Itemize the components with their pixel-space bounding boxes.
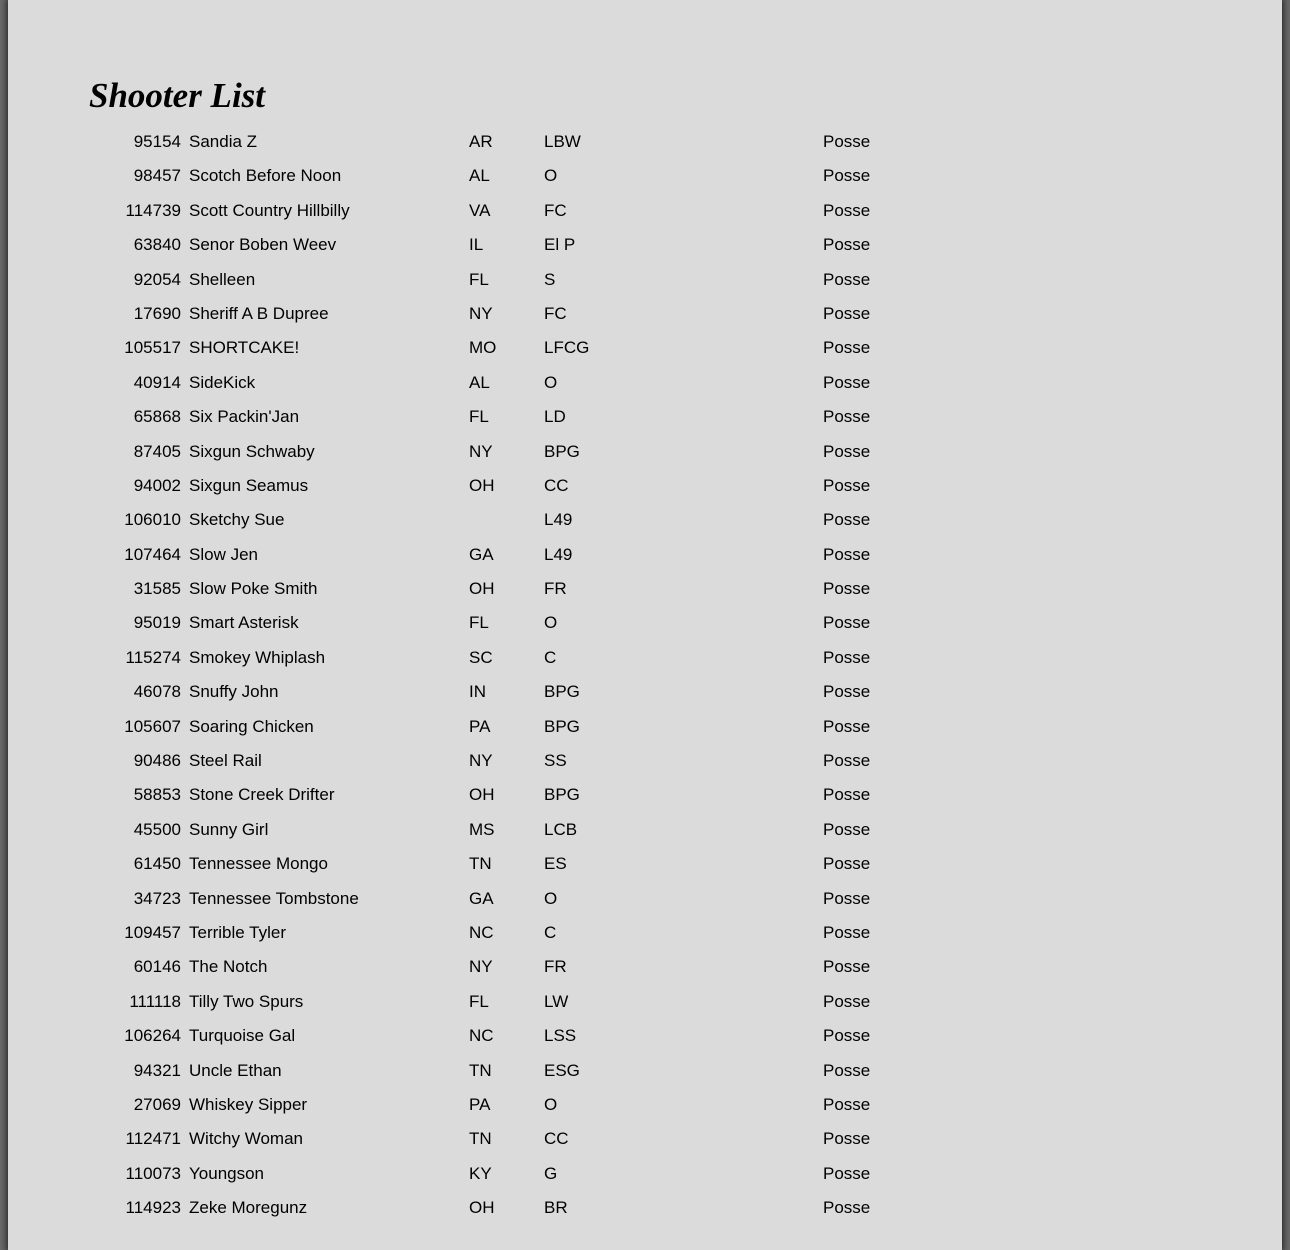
list-item <box>8 366 1282 400</box>
list-item <box>8 194 1282 228</box>
shooter-id: 111118 <box>129 991 181 1011</box>
shooter-name: Uncle Ethan <box>189 1060 282 1080</box>
shooter-state: TN <box>469 1129 492 1149</box>
shooter-state: VA <box>469 200 491 220</box>
shooter-id: 63840 <box>133 235 181 255</box>
shooter-posse: Posse <box>823 1026 871 1046</box>
shooter-id: 45500 <box>133 819 181 839</box>
shooter-state: NC <box>469 1026 494 1046</box>
list-item <box>8 847 1282 881</box>
shooter-id: 17690 <box>133 303 181 323</box>
shooter-posse: Posse <box>823 922 871 942</box>
shooter-state: SC <box>469 647 493 667</box>
shooter-name: Sixgun Schwaby <box>189 441 315 461</box>
shooter-category: G <box>544 1163 558 1183</box>
shooter-category: C <box>544 647 557 667</box>
shooter-category: LD <box>544 407 566 427</box>
shooter-id: 105517 <box>124 338 181 358</box>
shooter-category: FR <box>544 579 567 599</box>
shooter-id: 94321 <box>133 1060 181 1080</box>
shooter-id: 92054 <box>133 269 181 289</box>
shooter-category: LCB <box>544 819 578 839</box>
shooter-category: BPG <box>544 785 580 805</box>
shooter-posse: Posse <box>823 544 871 564</box>
shooter-category: O <box>544 166 558 186</box>
list-item <box>8 125 1282 159</box>
list-item <box>8 813 1282 847</box>
shooter-name: Shelleen <box>189 269 256 289</box>
shooter-id: 114739 <box>125 200 181 220</box>
list-item <box>8 1019 1282 1053</box>
shooter-id: 107464 <box>124 544 181 564</box>
shooter-posse: Posse <box>823 1129 871 1149</box>
shooter-name: Soaring Chicken <box>189 716 314 736</box>
shooter-id: 60146 <box>133 957 181 977</box>
shooter-name: Sunny Girl <box>189 819 269 839</box>
shooter-state: FL <box>469 991 489 1011</box>
shooter-posse: Posse <box>823 166 871 186</box>
shooter-name: Six Packin'Jan <box>189 407 300 427</box>
shooter-category: FC <box>544 303 567 323</box>
shooter-id: 61450 <box>133 854 181 874</box>
shooter-id: 58853 <box>133 785 181 805</box>
shooter-category: CC <box>544 475 569 495</box>
list-item <box>8 916 1282 950</box>
shooter-name: Witchy Woman <box>189 1129 303 1149</box>
shooter-posse: Posse <box>823 200 871 220</box>
shooter-posse: Posse <box>823 407 871 427</box>
shooter-posse: Posse <box>823 991 871 1011</box>
list-item <box>8 435 1282 469</box>
shooter-name: Slow Poke Smith <box>189 579 318 599</box>
shooter-category: O <box>544 1094 558 1114</box>
shooter-name: Turquoise Gal <box>189 1026 296 1046</box>
shooter-posse: Posse <box>823 303 871 323</box>
shooter-posse: Posse <box>823 854 871 874</box>
shooter-id: 90486 <box>133 751 181 771</box>
shooter-category: LFCG <box>544 338 590 358</box>
shooter-name: Zeke Moregunz <box>189 1198 308 1218</box>
shooter-posse: Posse <box>823 132 871 151</box>
shooter-id: 112471 <box>125 1129 181 1149</box>
shooter-category: SS <box>544 751 567 771</box>
list-item <box>8 950 1282 984</box>
shooter-id: 115274 <box>125 647 181 667</box>
shooter-posse: Posse <box>823 957 871 977</box>
shooter-category: C <box>544 922 557 942</box>
list-item <box>8 1088 1282 1122</box>
shooter-id: 98457 <box>133 166 181 186</box>
list-item <box>8 606 1282 640</box>
shooter-state: NY <box>469 957 493 977</box>
shooter-name: Stone Creek Drifter <box>189 785 335 805</box>
shooter-state: FL <box>469 269 489 289</box>
shooter-name: Whiskey Sipper <box>189 1094 308 1114</box>
shooter-category: O <box>544 613 558 633</box>
shooter-posse: Posse <box>823 579 871 599</box>
shooter-state: IN <box>469 682 486 702</box>
list-item <box>8 331 1282 365</box>
shooter-category: ESG <box>544 1060 580 1080</box>
shooter-state: AL <box>469 166 490 186</box>
shooter-posse: Posse <box>823 819 871 839</box>
shooter-name: Sandia Z <box>189 132 258 151</box>
shooter-state: NC <box>469 922 494 942</box>
shooter-category: BPG <box>544 441 580 461</box>
shooter-id: 27069 <box>133 1094 181 1114</box>
shooter-name: Scott Country Hillbilly <box>189 200 350 220</box>
shooter-posse: Posse <box>823 441 871 461</box>
shooter-state: NY <box>469 303 493 323</box>
list-item <box>8 469 1282 503</box>
shooter-state: IL <box>469 235 484 255</box>
shooter-name: Youngson <box>189 1163 265 1183</box>
list-item <box>8 641 1282 675</box>
shooter-posse: Posse <box>823 269 871 289</box>
shooter-name: SideKick <box>189 372 256 392</box>
shooter-id: 94002 <box>133 475 181 495</box>
shooter-id: 65868 <box>133 407 181 427</box>
shooter-name: Smart Asterisk <box>189 613 299 633</box>
shooter-name: Scotch Before Noon <box>189 166 342 186</box>
shooter-posse: Posse <box>823 475 871 495</box>
list-item <box>8 1122 1282 1156</box>
shooter-name: Tilly Two Spurs <box>189 991 304 1011</box>
shooter-state: MO <box>469 338 497 358</box>
list-item <box>8 710 1282 744</box>
shooter-category: CC <box>544 1129 569 1149</box>
list-item <box>8 882 1282 916</box>
shooter-posse: Posse <box>823 1060 871 1080</box>
shooter-category: LBW <box>544 132 581 151</box>
shooter-name: Smokey Whiplash <box>189 647 326 667</box>
shooter-category: O <box>544 372 558 392</box>
shooter-state: GA <box>469 888 494 908</box>
shooter-category: BPG <box>544 716 580 736</box>
list-item <box>8 744 1282 778</box>
shooter-name: Slow Jen <box>189 544 258 564</box>
shooter-category: BPG <box>544 682 580 702</box>
shooter-category: L49 <box>544 510 573 530</box>
shooter-state: NY <box>469 441 493 461</box>
shooter-name: Sheriff A B Dupree <box>189 303 329 323</box>
shooter-state: OH <box>469 475 495 495</box>
shooter-name: SHORTCAKE! <box>189 338 300 358</box>
shooter-state: TN <box>469 1060 492 1080</box>
shooter-name: Snuffy John <box>189 682 279 702</box>
shooter-name: Sixgun Seamus <box>189 475 309 495</box>
shooter-category: El P <box>544 235 576 255</box>
shooter-state: FL <box>469 407 489 427</box>
shooter-name: Tennessee Tombstone <box>189 888 359 908</box>
list-item <box>8 1054 1282 1088</box>
shooter-id: 95154 <box>133 132 181 151</box>
shooter-posse: Posse <box>823 613 871 633</box>
list-item <box>8 297 1282 331</box>
shooter-id: 106264 <box>124 1026 181 1046</box>
shooter-category: ES <box>544 854 567 874</box>
shooter-state: TN <box>469 854 492 874</box>
shooter-posse: Posse <box>823 751 871 771</box>
shooter-category: S <box>544 269 556 289</box>
shooter-posse: Posse <box>823 1198 871 1218</box>
list-item <box>8 1157 1282 1191</box>
list-item <box>8 159 1282 193</box>
list-item <box>8 675 1282 709</box>
list-item <box>8 572 1282 606</box>
shooter-state: GA <box>469 544 494 564</box>
shooter-category: O <box>544 888 558 908</box>
shooter-posse: Posse <box>823 682 871 702</box>
shooter-id: 109457 <box>124 922 181 942</box>
page-title: Shooter List <box>89 76 266 115</box>
shooter-name: The Notch <box>189 957 268 977</box>
shooter-posse: Posse <box>823 372 871 392</box>
list-item <box>8 263 1282 297</box>
shooter-state: OH <box>469 579 495 599</box>
shooter-state: MS <box>469 819 495 839</box>
list-item <box>8 503 1282 537</box>
shooter-category: FR <box>544 957 567 977</box>
shooter-category: LSS <box>544 1026 577 1046</box>
shooter-state: PA <box>469 716 491 736</box>
shooter-posse: Posse <box>823 785 871 805</box>
shooter-id: 106010 <box>124 510 181 530</box>
list-item <box>8 985 1282 1019</box>
list-item <box>8 400 1282 434</box>
list-item <box>8 1191 1282 1225</box>
shooter-id: 110073 <box>125 1163 181 1183</box>
shooter-state: AR <box>469 132 493 151</box>
list-item <box>8 538 1282 572</box>
shooter-state: KY <box>469 1163 492 1183</box>
shooter-posse: Posse <box>823 1094 871 1114</box>
shooter-posse: Posse <box>823 1163 871 1183</box>
document-page <box>8 0 1282 1250</box>
shooter-posse: Posse <box>823 510 871 530</box>
shooter-list <box>8 125 1282 1226</box>
shooter-id: 34723 <box>133 888 181 908</box>
shooter-id: 114923 <box>125 1198 181 1218</box>
shooter-id: 46078 <box>133 682 181 702</box>
list-item <box>8 778 1282 812</box>
shooter-posse: Posse <box>823 888 871 908</box>
shooter-category: LW <box>544 991 569 1011</box>
shooter-name: Senor Boben Weev <box>189 235 337 255</box>
shooter-id: 95019 <box>133 613 181 633</box>
shooter-id: 40914 <box>133 372 181 392</box>
shooter-id: 87405 <box>133 441 181 461</box>
shooter-state: OH <box>469 785 495 805</box>
shooter-name: Terrible Tyler <box>189 922 286 942</box>
shooter-state: FL <box>469 613 489 633</box>
shooter-posse: Posse <box>823 338 871 358</box>
shooter-category: BR <box>544 1198 568 1218</box>
shooter-state: NY <box>469 751 493 771</box>
shooter-id: 31585 <box>133 579 181 599</box>
shooter-name: Sketchy Sue <box>189 510 285 530</box>
shooter-posse: Posse <box>823 716 871 736</box>
shooter-state: AL <box>469 372 490 392</box>
shooter-posse: Posse <box>823 647 871 667</box>
shooter-category: L49 <box>544 544 573 564</box>
shooter-name: Tennessee Mongo <box>189 854 328 874</box>
shooter-posse: Posse <box>823 235 871 255</box>
shooter-state: PA <box>469 1094 491 1114</box>
list-item <box>8 228 1282 262</box>
shooter-category: FC <box>544 200 567 220</box>
shooter-name: Steel Rail <box>189 751 262 771</box>
shooter-id: 105607 <box>124 716 181 736</box>
shooter-state: OH <box>469 1198 495 1218</box>
